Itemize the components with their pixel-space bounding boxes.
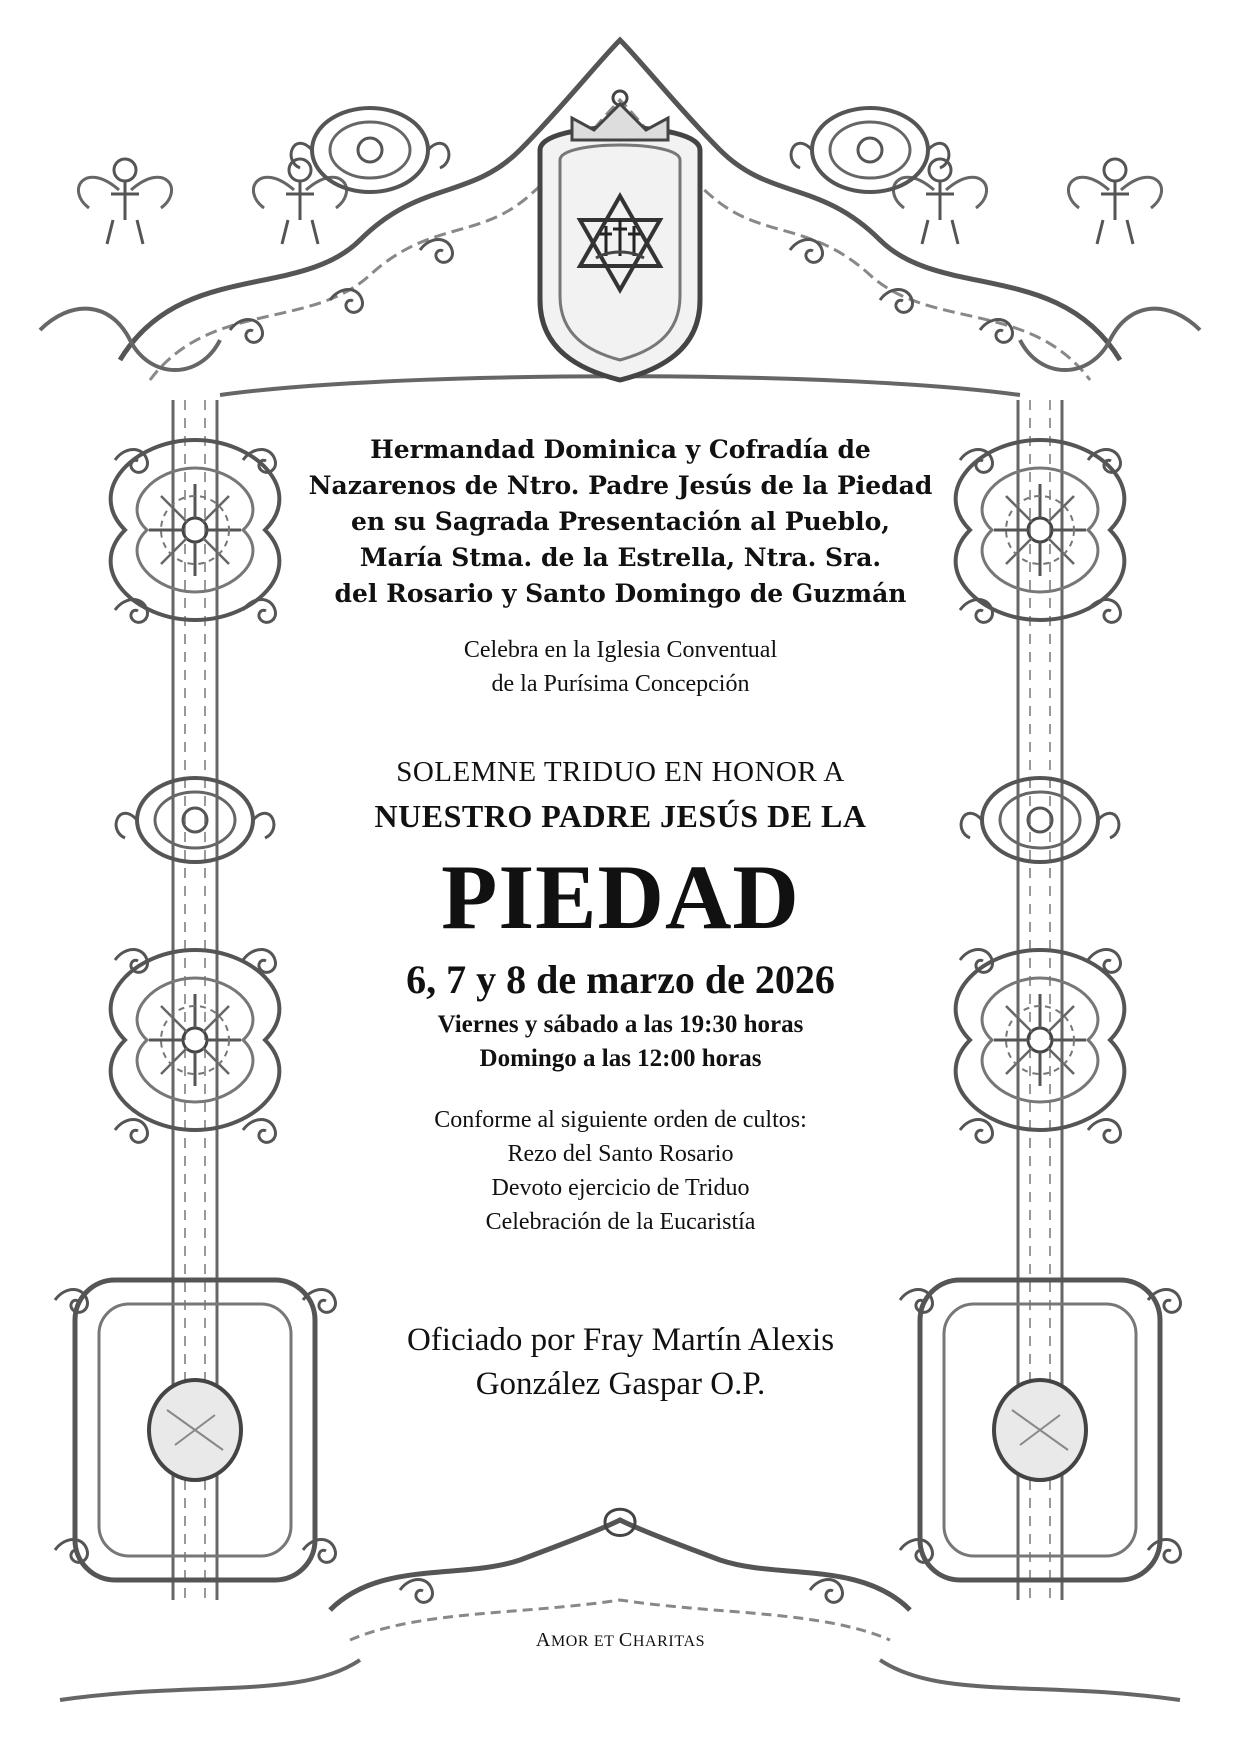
worship-item: Rezo del Santo Rosario bbox=[507, 1141, 734, 1167]
event-dates: 6, 7 y 8 de marzo de 2026 bbox=[406, 957, 835, 1002]
heading-line: María Stma. de la Estrella, Ntra. Sra. bbox=[359, 543, 882, 572]
motto-initial: A bbox=[535, 1629, 551, 1651]
triduo-name-line: NUESTRO PADRE JESÚS DE LA bbox=[374, 798, 867, 834]
angel-ornament bbox=[893, 159, 986, 244]
heading-line: en su Sagrada Presentación al Pueblo, bbox=[351, 507, 890, 536]
heading-line: Nazarenos de Ntro. Padre Jesús de la Piedad bbox=[308, 471, 933, 500]
worship-item: Celebración de la Eucaristía bbox=[485, 1209, 756, 1235]
coat-of-arms-emblem bbox=[540, 91, 700, 380]
worship-intro: Conforme al siguiente orden de cultos: bbox=[434, 1107, 807, 1133]
motto-word: HARITAS bbox=[632, 1633, 706, 1650]
motto-initial: C bbox=[618, 1629, 633, 1651]
venue-line: de la Purísima Concepción bbox=[491, 671, 750, 697]
event-times bbox=[0, 1008, 1241, 1076]
officiant-text bbox=[0, 1318, 1241, 1406]
worship-order bbox=[0, 1103, 1241, 1239]
venue-line: Celebra en la Iglesia Conventual bbox=[463, 637, 778, 663]
time-line: Domingo a las 12:00 horas bbox=[479, 1045, 762, 1072]
angel-ornament bbox=[78, 159, 171, 244]
motto-word: ET bbox=[593, 1633, 615, 1650]
motto-word: MOR bbox=[550, 1633, 590, 1650]
heading-line: Hermandad Dominica y Cofradía de bbox=[370, 435, 871, 464]
heading-line: del Rosario y Santo Domingo de Guzmán bbox=[334, 579, 907, 608]
piedad-title: PIEDAD bbox=[441, 846, 800, 948]
motto-text bbox=[0, 1630, 1241, 1652]
time-line: Viernes y sábado a las 19:30 horas bbox=[437, 1011, 804, 1038]
brotherhood-heading bbox=[0, 432, 1241, 612]
triduo-subtitle: SOLEMNE TRIDUO EN HONOR A bbox=[396, 756, 845, 788]
worship-item: Devoto ejercicio de Triduo bbox=[491, 1175, 750, 1201]
angel-ornament bbox=[253, 159, 346, 244]
officiant-line: Oficiado por Fray Martín Alexis bbox=[406, 1322, 835, 1358]
venue-text bbox=[0, 633, 1241, 701]
officiant-line: González Gaspar O.P. bbox=[475, 1366, 766, 1402]
angel-ornament bbox=[1068, 159, 1161, 244]
bottom-arch-ornament bbox=[60, 1509, 1180, 1700]
